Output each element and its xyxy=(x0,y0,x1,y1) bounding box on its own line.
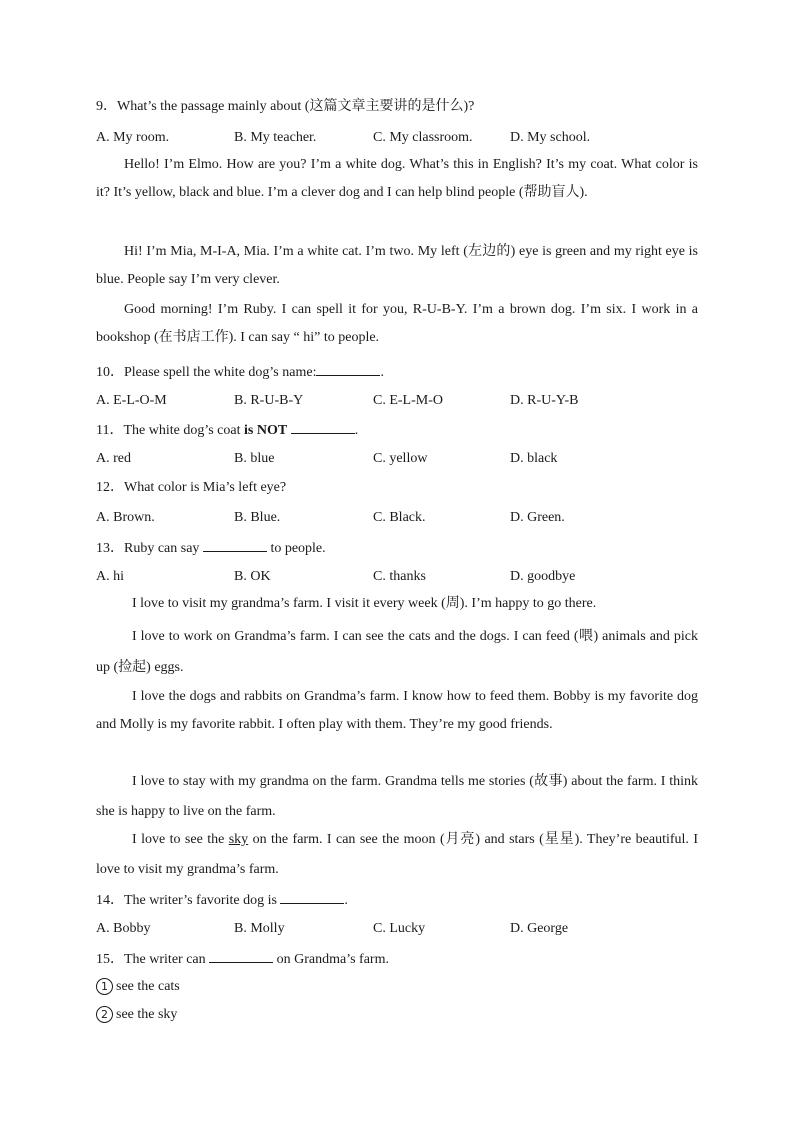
q11-question xyxy=(96,420,358,440)
q12-options xyxy=(96,509,696,527)
passage3-paragraph-2: I love to work on Grandma’s farm. I can see the cats and the dogs. I can feed (喂) animals and pick up (捡起) eggs. xyxy=(96,629,698,675)
q12-option-d[interactable]: D. Green. xyxy=(510,510,565,525)
q9-option-a[interactable]: A. My room. xyxy=(96,130,170,145)
q15-item-text: see the sky xyxy=(116,1007,178,1022)
q9-question: 9．What’s the passage mainly about (这篇文章主要讲的是什么)? xyxy=(96,99,475,114)
passage3-p5-text: I love to see the xyxy=(132,832,229,847)
passage3-paragraph-4: I love to stay with my grandma on the farm. Grandma tells me stories (故事) about the farm. I think she is happy to live on the farm. xyxy=(96,774,698,819)
passage3-p5-underlined-word: sky xyxy=(228,832,249,847)
q12-option-b[interactable]: B. Blue. xyxy=(234,510,281,525)
q9-option-d[interactable]: D. My school. xyxy=(510,130,591,145)
q15-question-suffix: on Grandma’s farm. xyxy=(273,952,389,967)
q13-option-d[interactable]: D. goodbye xyxy=(510,569,576,584)
q11-option-a[interactable]: A. red xyxy=(96,451,131,466)
q13-question-suffix: to people. xyxy=(266,541,326,556)
q11-options xyxy=(96,450,696,468)
passage2-paragraph-1: Hello! I’m Elmo. How are you? I’m a white dog. What’s this in English? It’s my coat. What color is it? It’s yellow, black and blue. I’m a clever dog and I can help blind people (帮助盲人). xyxy=(96,157,698,200)
passage2-paragraph-3: Good morning! I’m Ruby. I can spell it for you, R-U-B-Y. I’m a brown dog. I’m six. I work in a bookshop (在书店工作). I can say “ hi” to people. xyxy=(96,302,698,345)
q15-item-number: 2 xyxy=(96,1006,113,1023)
q15-answer-blank[interactable] xyxy=(209,949,273,963)
q11-option-b[interactable]: B. blue xyxy=(234,451,275,466)
q14-option-b[interactable]: B. Molly xyxy=(234,921,285,936)
q14-answer-blank[interactable] xyxy=(280,890,344,904)
q15-item-text: see the cats xyxy=(116,979,180,994)
passage3-paragraph-5 xyxy=(96,825,698,885)
q14-options xyxy=(96,920,696,938)
q11-question-text: 11．The white dog’s coat xyxy=(96,423,245,438)
q15-question-text: 15．The writer can xyxy=(96,952,210,967)
q10-answer-blank[interactable] xyxy=(316,362,380,376)
q11-question-emphasis: is NOT xyxy=(244,423,288,438)
q13-option-c[interactable]: C. thanks xyxy=(373,569,426,584)
q12-option-a[interactable]: A. Brown. xyxy=(96,510,155,525)
q10-option-d[interactable]: D. R-U-Y-B xyxy=(510,393,579,408)
q14-option-d[interactable]: D. George xyxy=(510,921,569,936)
q10-option-b[interactable]: B. R-U-B-Y xyxy=(234,393,304,408)
q11-answer-blank[interactable] xyxy=(291,420,355,434)
q13-question xyxy=(96,538,326,558)
q14-question-text: 14．The writer’s favorite dog is xyxy=(96,893,281,908)
q13-question-text: 13．Ruby can say xyxy=(96,541,203,556)
passage3-paragraph-1: I love to visit my grandma’s farm. I visit it every week (周). I’m happy to go there. xyxy=(132,596,597,611)
q14-suffix: . xyxy=(344,893,348,908)
passage2-paragraph-2: Hi! I’m Mia, M-I-A, Mia. I’m a white cat. I’m two. My left (左边的) eye is green and my right eye is blue. People say I’m very clever. xyxy=(96,244,698,287)
q11-option-c[interactable]: C. yellow xyxy=(373,451,428,466)
q10-option-a[interactable]: A. E-L-O-M xyxy=(96,393,167,408)
q10-option-c[interactable]: C. E-L-M-O xyxy=(373,393,443,408)
q13-option-b[interactable]: B. OK xyxy=(234,569,271,584)
q14-option-a[interactable]: A. Bobby xyxy=(96,921,151,936)
q9-option-b[interactable]: B. My teacher. xyxy=(234,130,317,145)
q9-options xyxy=(96,129,696,147)
q15-item-number: 1 xyxy=(96,978,113,995)
q10-question xyxy=(96,362,384,382)
q9-option-c[interactable]: C. My classroom. xyxy=(373,130,473,145)
q15-item[interactable] xyxy=(96,1006,177,1024)
q13-option-a[interactable]: A. hi xyxy=(96,569,124,584)
q10-suffix: . xyxy=(380,365,384,380)
q10-options xyxy=(96,392,696,410)
q15-question xyxy=(96,949,389,969)
passage3-p5-text-rest: on the farm. I can see the moon (月亮) and stars (星星). They’re beautiful. I love to visit my grandma’s farm. xyxy=(96,832,698,877)
q15-item[interactable] xyxy=(96,978,180,996)
q10-question-text: 10．Please spell the white dog’s name: xyxy=(96,365,317,380)
q12-option-c[interactable]: C. Black. xyxy=(373,510,426,525)
q13-options xyxy=(96,568,696,586)
q14-option-c[interactable]: C. Lucky xyxy=(373,921,426,936)
q11-suffix: . xyxy=(354,423,359,438)
q14-question xyxy=(96,890,348,910)
q13-answer-blank[interactable] xyxy=(203,538,267,552)
q12-question: 12．What color is Mia’s left eye? xyxy=(96,480,287,495)
passage3-paragraph-3: I love the dogs and rabbits on Grandma’s farm. I know how to feed them. Bobby is my favorite dog and Molly is my favorite rabbit. I often play with them. They’re my good friends. xyxy=(96,689,698,732)
q11-option-d[interactable]: D. black xyxy=(510,451,558,466)
